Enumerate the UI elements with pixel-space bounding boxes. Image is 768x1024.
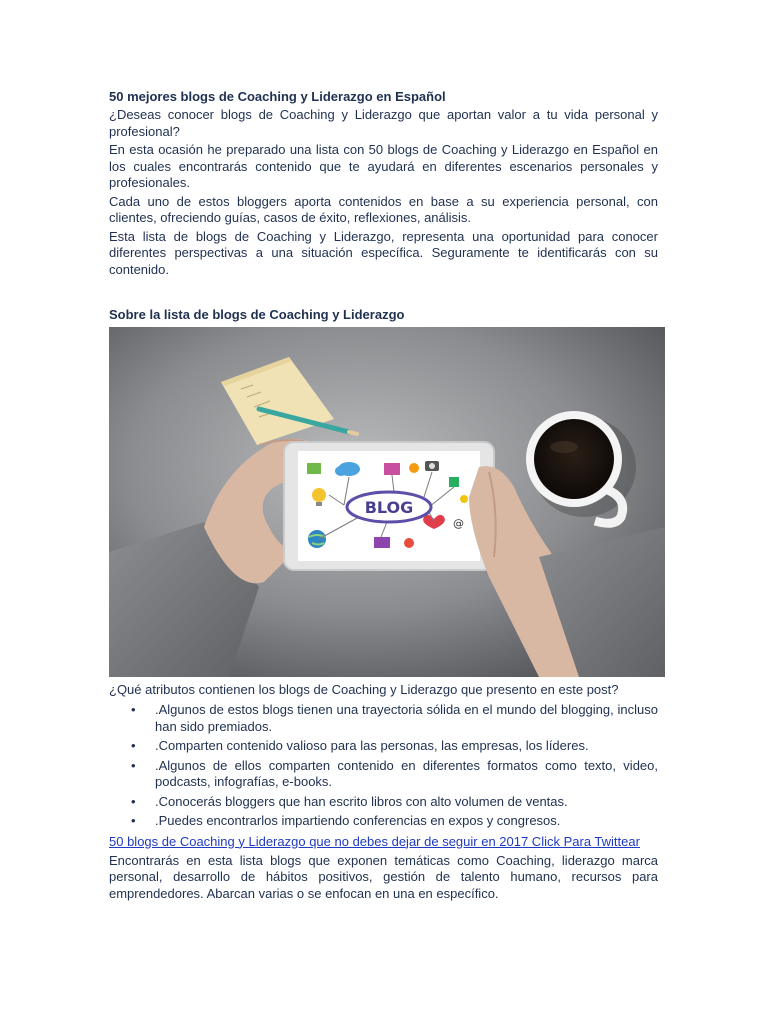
intro-section (109, 88, 658, 279)
svg-text:@: @ (453, 517, 464, 530)
closing-paragraph: Encontrarás en esta lista blogs que exponen temáticas como Coaching, liderazgo marca personal, desarrollo de hábitos positivos, gestión de talento humano, recursos para emprendedores. Abarcan varias o se enfocan en una en específico. (109, 852, 658, 901)
section-title: Sobre la lista de blogs de Coaching y Liderazgo (109, 307, 405, 322)
list-item-text: .Comparten contenido valioso para las personas, las empresas, los líderes. (155, 738, 589, 753)
camera-icon (425, 461, 439, 471)
list-item (109, 702, 658, 735)
bullet-marker: • (131, 793, 136, 809)
article-title: 50 mejores blogs de Coaching y Liderazgo en Español (109, 89, 446, 104)
paragraph: Cada uno de estos bloggers aporta contenidos en base a su experiencia personal, con clientes, ofreciendo guías, casos de éxito, reflexiones, análisis. (109, 193, 658, 225)
blog-tablet-photo (109, 327, 665, 677)
attributes-question: ¿Qué atributos contienen los blogs de Coaching y Liderazgo que presento en este post? (109, 682, 619, 697)
click-to-tweet-link[interactable]: 50 blogs de Coaching y Liderazgo que no debes dejar de seguir en 2017 Click Para Twittear (109, 833, 640, 849)
list-item (109, 813, 658, 830)
bullet-marker: • (131, 702, 136, 717)
list-item-text: .Algunos de estos blogs tienen una trayectoria sólida en el mundo del blogging, incluso han sido premiados. (155, 702, 658, 734)
list-item-text: .Algunos de ellos comparten contenido en diferentes formatos como texto, video, podcasts, infografías, e-books. (155, 757, 658, 789)
bullet-marker: • (131, 757, 136, 773)
blog-bubble (347, 492, 431, 522)
paragraph: ¿Deseas conocer blogs de Coaching y Liderazgo que aportan valor a tu vida personal y profesional? (109, 107, 658, 139)
paragraph: En esta ocasión he preparado una lista con 50 blogs de Coaching y Liderazgo en Español en los cuales encontrarás contenido que te ayudará en diferentes escenarios personales y profesionales. (109, 142, 658, 190)
at-sign-icon (453, 517, 464, 530)
blog-screen-word: BLOG (364, 498, 414, 517)
paragraph: Esta lista de blogs de Coaching y Liderazgo, representa una oportunidad para conocer diferentes perspectivas a una situación específica. Seguramente te identificarás con su contenido. (109, 228, 658, 277)
bullet-marker: • (131, 813, 136, 828)
list-item (109, 738, 658, 755)
attributes-section (109, 681, 658, 902)
list-item-text: .Puedes encontrarlos impartiendo conferencias en expos y congresos. (155, 813, 561, 828)
globe-icon (308, 530, 326, 548)
list-item (109, 794, 658, 811)
tablet-icon (284, 442, 494, 570)
bullet-marker: • (131, 738, 136, 753)
attributes-list (109, 702, 658, 830)
list-item-text: .Conocerás bloggers que han escrito libros con alto volumen de ventas. (155, 793, 568, 809)
list-item (109, 758, 658, 791)
